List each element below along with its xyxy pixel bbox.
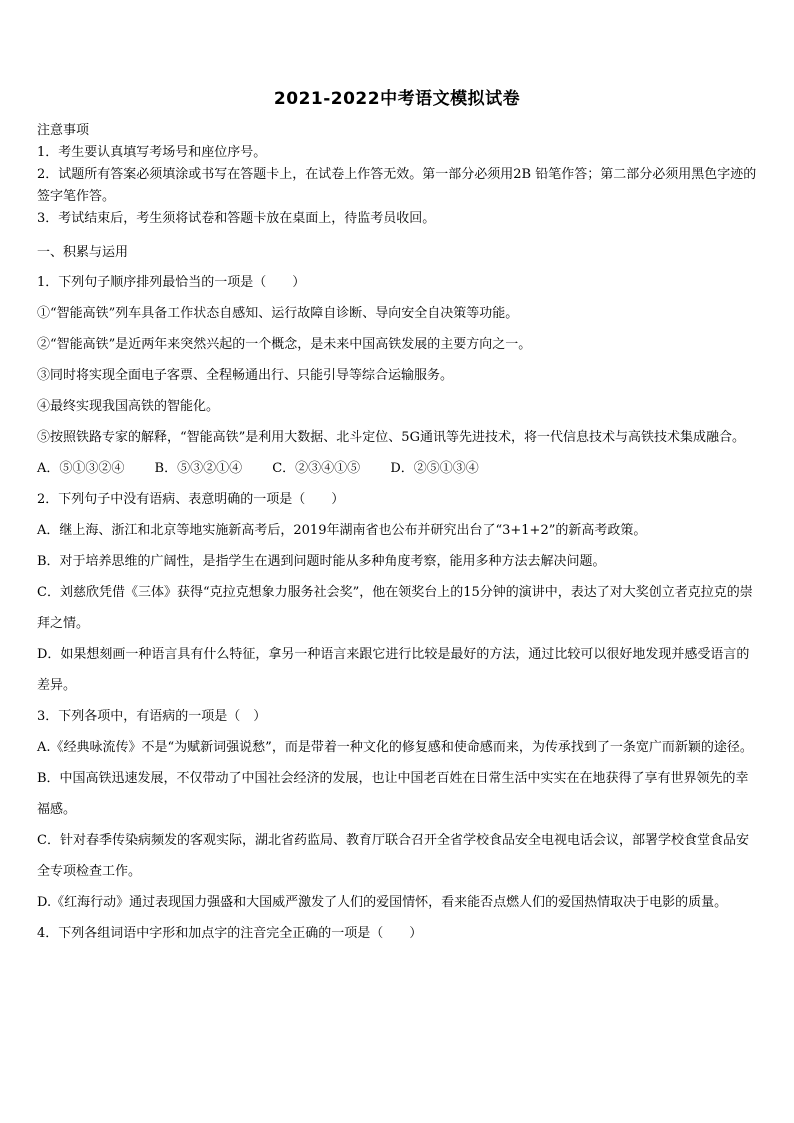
question-2-option-c: C．刘慈欣凭借《三体》获得“克拉克想象力服务社会奖”，他在领奖台上的15分钟的演讲中，表达了对大奖创立者克拉克的崇拜之情。 <box>37 585 753 631</box>
question-2-option-d: D．如果想刻画一种语言具有什么特征，拿另一种语言来跟它进行比较是最好的方法，通过比较可以很好地发现并感受语言的差异。 <box>37 647 750 693</box>
section-heading: 一、积累与运用 <box>37 245 129 260</box>
notice-item: 2．试题所有答案必须填涂或书写在答题卡上，在试卷上作答无效。第一部分必须用2B 铅笔作答；第二部分必须用黑色字迹的签字笔作答。 <box>37 167 757 204</box>
question-3-stem: 3．下列各项中，有语病的一项是（ ） <box>37 709 267 724</box>
notice-item: 3．考试结束后，考生须将试卷和答题卡放在桌面上，待监考员收回。 <box>37 211 436 226</box>
question-3-option-b: B．中国高铁迅速发展，不仅带动了中国社会经济的发展，也让中国老百姓在日常生活中实实在在地获得了享有世界领先的幸福感。 <box>37 771 749 817</box>
question-2-option-b: B．对于培养思维的广阔性，是指学生在遇到问题时能从多种角度考察，能用多种方法去解决问题。 <box>37 554 606 569</box>
question-1-sentence: ③同时将实现全面电子客票、全程畅通出行、只能引导等综合运输服务。 <box>37 368 454 383</box>
question-1-options <box>37 453 761 484</box>
question-3-option-c: C．针对春季传染病频发的客观实际，湖北省药监局、教育厅联合召开全省学校食品安全电视电话会议，部署学校食堂食品安全专项检查工作。 <box>37 833 749 879</box>
question-1-option-b: B．⑤③②①④ <box>154 461 243 476</box>
notice-heading: 注意事项 <box>37 123 90 138</box>
question-1-sentence: ②“智能高铁”是近两年来突然兴起的一个概念，是未来中国高铁发展的主要方向之一。 <box>37 337 532 352</box>
page-title: 2021-2022中考语文模拟试卷 <box>273 89 521 109</box>
question-1-option-a: A．⑤①③②④ <box>37 461 125 476</box>
question-3-option-a: A.《经典咏流传》不是“为赋新词强说愁”，而是带着一种文化的修复感和使命感而来，为传承找到了一条宽广而新颖的途径。 <box>37 740 753 755</box>
exam-body <box>37 240 761 949</box>
question-3-option-d: D.《红海行动》通过表现国力强盛和大国威严激发了人们的爱国情怀，看来能否点燃人们的爱国热情取决于电影的质量。 <box>37 895 728 910</box>
question-1-sentence: ①“智能高铁”列车具备工作状态自感知、运行故障自诊断、导向安全自决策等功能。 <box>37 306 519 321</box>
notice-block <box>37 120 761 230</box>
notice-item: 1．考生要认真填写考场号和座位序号。 <box>37 145 267 160</box>
question-1-option-c: C．②③④①⑤ <box>272 461 361 476</box>
question-1-sentence: ④最终实现我国高铁的智能化。 <box>37 399 220 414</box>
question-1-sentence: ⑤按照铁路专家的解释，“智能高铁”是利用大数据、北斗定位、5G通讯等先进技术，将一代信息技术与高铁技术集成融合。 <box>37 430 745 445</box>
question-2-option-a: A．继上海、浙江和北京等地实施新高考后，2019年湖南省也公布并研究出台了“3+1+2”的新高考政策。 <box>37 523 647 538</box>
question-1-stem: 1．下列句子顺序排列最恰当的一项是（ ） <box>37 275 306 290</box>
question-2-stem: 2．下列句子中没有语病、表意明确的一项是（ ） <box>37 492 345 507</box>
question-4-stem: 4．下列各组词语中字形和加点字的注音完全正确的一项是（ ） <box>37 926 423 941</box>
question-1-option-d: D．②⑤①③④ <box>390 461 479 476</box>
